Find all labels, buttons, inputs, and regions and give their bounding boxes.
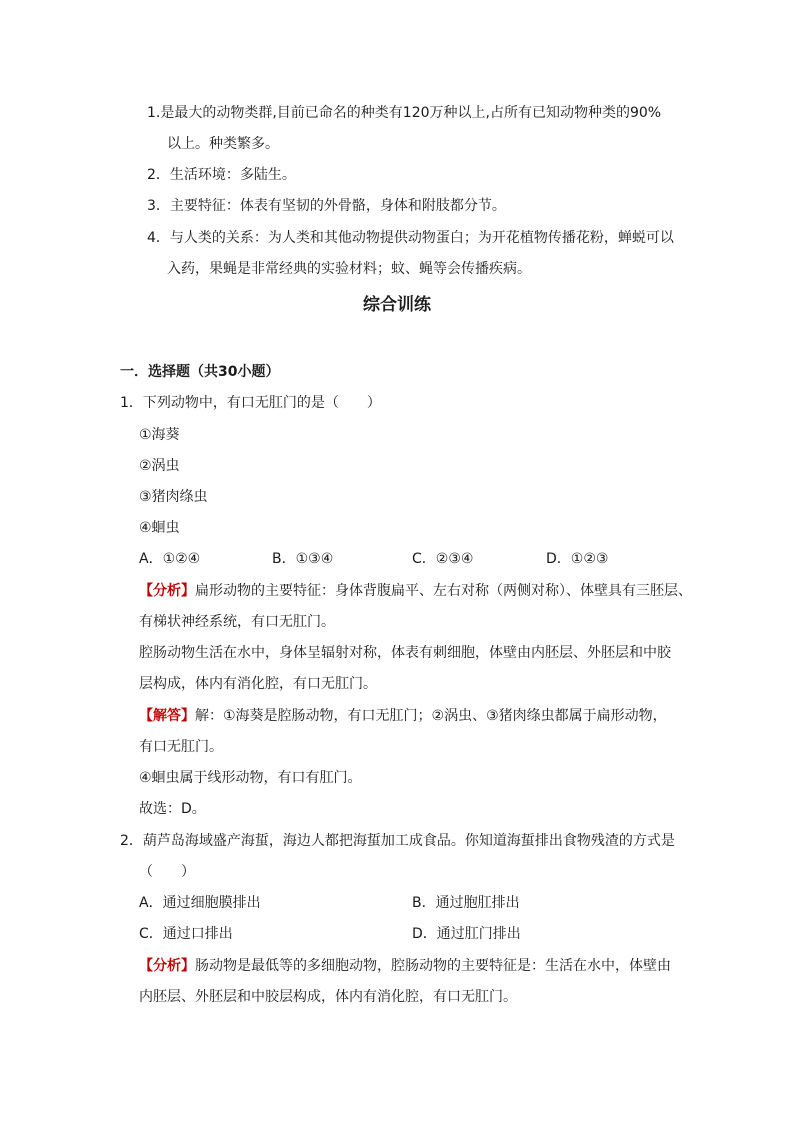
page-heading: 综合训练: [363, 295, 431, 315]
q1-answer-text-1: 解：①海葵是腔肠动物，有口无肛门；②涡虫、③猪肉绦虫都属于扁形动物，: [195, 708, 667, 724]
q1-option-d: D．①②③: [546, 551, 609, 567]
intro-item-3: 3．主要特征：体表有坚韧的外骨骼，身体和附肢都分节。: [147, 198, 506, 214]
q1-answer-line-1: [139, 706, 667, 726]
q2-analysis-text-1: 肠动物是最低等的多细胞动物，腔肠动物的主要特征是：生活在水中，体壁由: [195, 958, 671, 974]
q1-analysis-text-1: 扁形动物的主要特征：身体背腹扁平、左右对称（两侧对称）、体壁具有三胚层、: [195, 583, 692, 599]
q2-analysis-line-2: 内胚层、外胚层和中胶层构成，体内有消化腔，有口无肛门。: [139, 989, 517, 1005]
q1-answer-line-3: ④蛔虫属于线形动物，有口有肛门。: [139, 770, 362, 786]
q2-option-c: C．通过口排出: [139, 926, 233, 942]
q2-stem-line-1: 2．葫芦岛海域盛产海蜇，海边人都把海蜇加工成食品。你知道海蜇排出食物残渣的方式是: [120, 833, 675, 849]
q2-analysis-line-1: [139, 956, 671, 976]
q2-option-d: D．通过肛门排出: [412, 926, 521, 942]
q1-analysis-line-4: 层构成，体内有消化腔，有口无肛门。: [139, 676, 377, 692]
intro-item-1-line-2: 以上。种类繁多。: [167, 136, 279, 152]
q1-result: 故选：D。: [139, 801, 206, 817]
q1-item-3: ③猪肉绦虫: [139, 489, 208, 505]
q1-analysis-line-2: 有梯状神经系统，有口无肛门。: [139, 614, 335, 630]
section-title: 一．选择题（共30小题）: [120, 364, 280, 380]
intro-item-4-line-1: 4．与人类的关系：为人类和其他动物提供动物蛋白；为开花植物传播花粉，蝉蜕可以: [147, 230, 674, 246]
q2-option-b: B．通过胞肛排出: [412, 895, 520, 911]
q1-analysis-line-1: [139, 581, 692, 601]
q1-stem: 1．下列动物中，有口无肛门的是（ ）: [120, 395, 381, 411]
q1-option-a: A．①②④: [139, 551, 201, 567]
intro-item-1-line-1: 1.是最大的动物类群,目前已命名的种类有120万种以上,占所有已知动物种类的90%: [147, 105, 662, 121]
q2-analysis-tag: 【分析】: [139, 958, 195, 974]
q1-analysis-line-3: 腔肠动物生活在水中，身体呈辐射对称，体表有刺细胞，体壁由内胚层、外胚层和中胶: [139, 645, 671, 661]
q1-item-2: ②涡虫: [139, 458, 180, 474]
q1-answer-line-2: 有口无肛门。: [139, 739, 223, 755]
q1-option-c: C．②③④: [412, 551, 474, 567]
intro-item-4-line-2: 入药，果蝇是非常经典的实验材料；蚊、蝇等会传播疾病。: [167, 261, 531, 277]
q1-analysis-tag: 【分析】: [139, 583, 195, 599]
q2-stem-line-2: （ ）: [139, 864, 195, 880]
q2-option-a: A．通过细胞膜排出: [139, 895, 261, 911]
intro-item-2: 2．生活环境：多陆生。: [147, 167, 296, 183]
q1-answer-tag: 【解答】: [139, 708, 195, 724]
q1-option-b: B．①③④: [272, 551, 334, 567]
q1-item-4: ④蛔虫: [139, 520, 180, 536]
q1-item-1: ①海葵: [139, 427, 180, 443]
